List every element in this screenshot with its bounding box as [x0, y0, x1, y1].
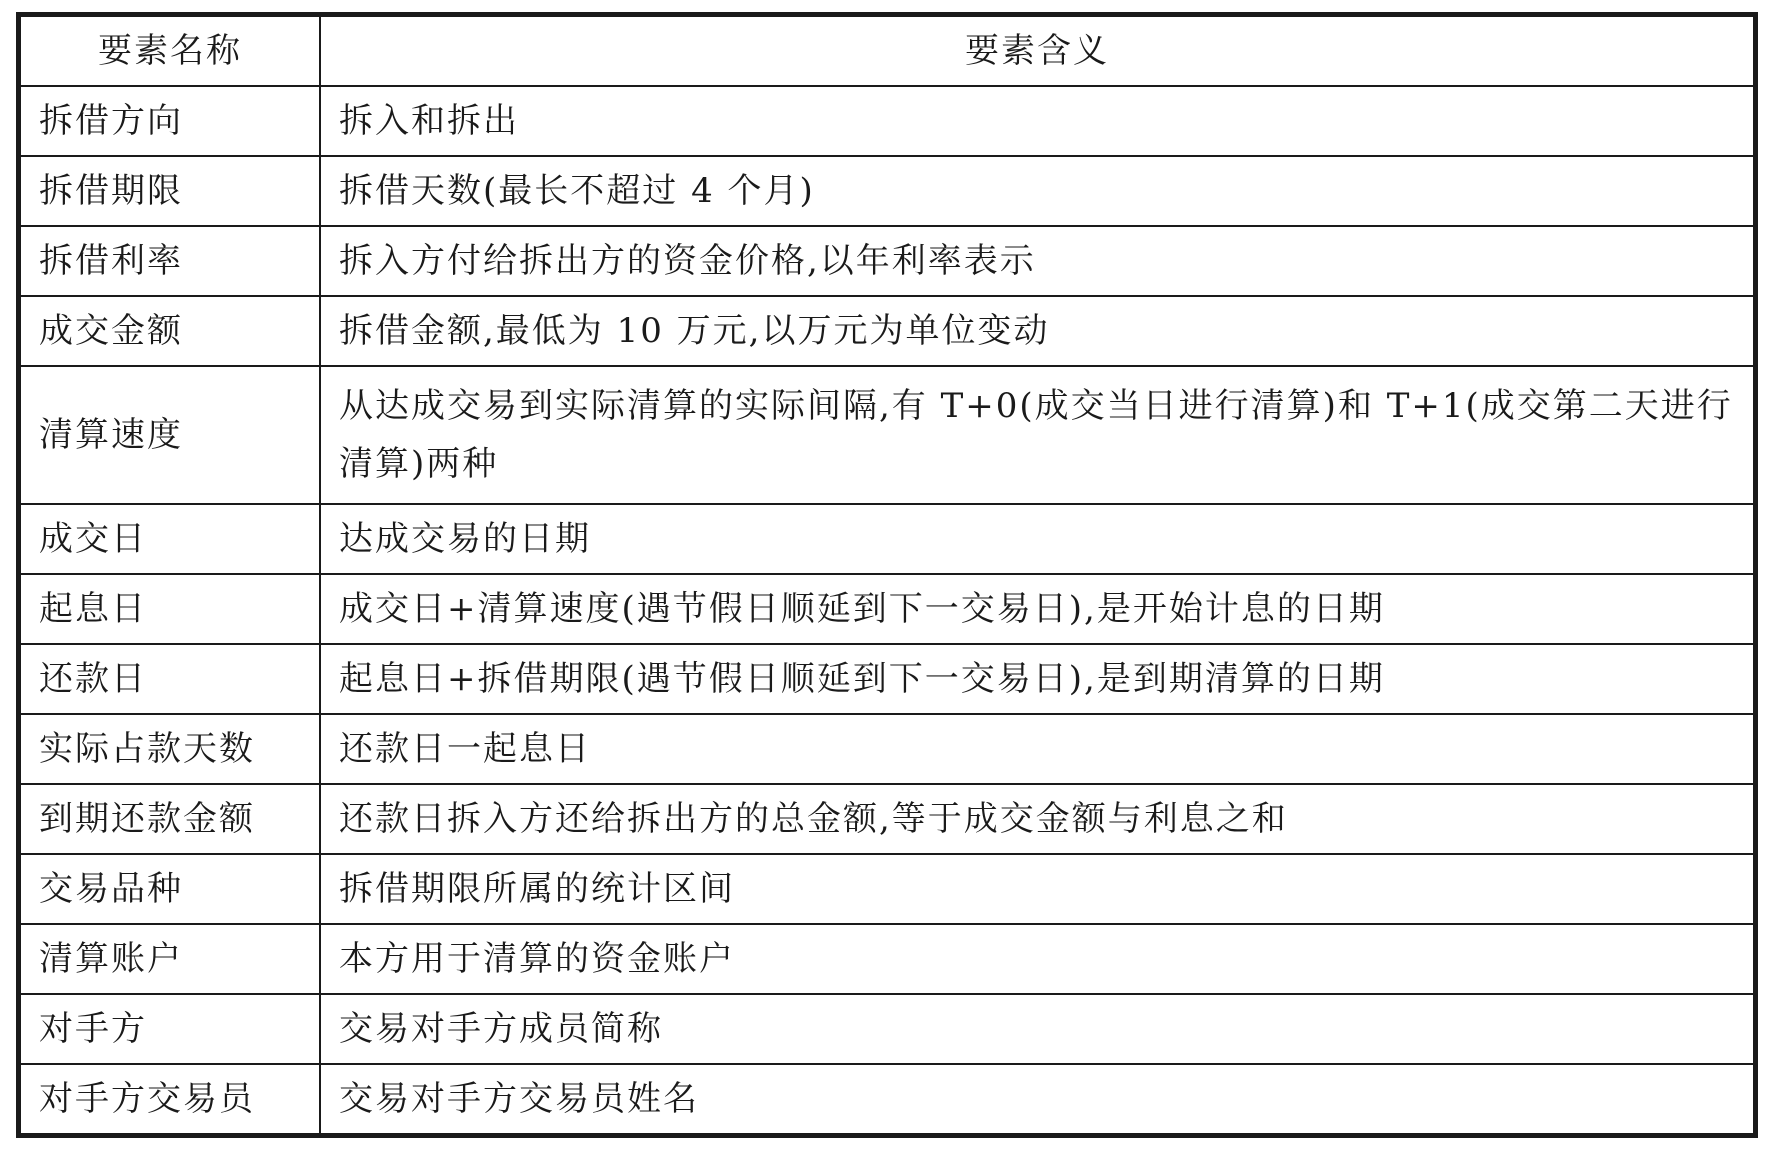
- element-name: 对手方交易员: [20, 1064, 320, 1134]
- element-name: 拆借期限: [20, 156, 320, 226]
- table-row: [20, 784, 1754, 854]
- element-name: 拆借方向: [20, 86, 320, 156]
- element-meaning: 拆借金额,最低为 10 万元,以万元为单位变动: [320, 296, 1754, 366]
- element-meaning: 起息日+拆借期限(遇节假日顺延到下一交易日),是到期清算的日期: [320, 644, 1754, 714]
- table-row: [20, 574, 1754, 644]
- element-meaning: 还款日一起息日: [320, 714, 1754, 784]
- element-meaning: 交易对手方成员简称: [320, 994, 1754, 1064]
- table-row: [20, 504, 1754, 574]
- table-row: [20, 924, 1754, 994]
- element-meaning: 拆入方付给拆出方的资金价格,以年利率表示: [320, 226, 1754, 296]
- element-name: 清算速度: [20, 366, 320, 504]
- element-meaning: 还款日拆入方还给拆出方的总金额,等于成交金额与利息之和: [320, 784, 1754, 854]
- table-row: [20, 994, 1754, 1064]
- table-row: [20, 366, 1754, 504]
- element-name: 对手方: [20, 994, 320, 1064]
- elements-table: [19, 15, 1755, 1135]
- element-meaning: 成交日+清算速度(遇节假日顺延到下一交易日),是开始计息的日期: [320, 574, 1754, 644]
- header-row: [20, 16, 1754, 86]
- element-name: 还款日: [20, 644, 320, 714]
- elements-table-container: [16, 12, 1758, 1138]
- table-row: [20, 156, 1754, 226]
- element-meaning: 从达成交易到实际清算的实际间隔,有 T+0(成交当日进行清算)和 T+1(成交第二天进行清算)两种: [320, 366, 1754, 504]
- element-name: 清算账户: [20, 924, 320, 994]
- element-meaning: 交易对手方交易员姓名: [320, 1064, 1754, 1134]
- element-meaning: 达成交易的日期: [320, 504, 1754, 574]
- element-meaning: 拆借天数(最长不超过 4 个月): [320, 156, 1754, 226]
- header-element-meaning: 要素含义: [320, 16, 1754, 86]
- element-name: 交易品种: [20, 854, 320, 924]
- element-name: 成交日: [20, 504, 320, 574]
- element-name: 拆借利率: [20, 226, 320, 296]
- table-row: [20, 854, 1754, 924]
- element-meaning: 拆借期限所属的统计区间: [320, 854, 1754, 924]
- element-name: 实际占款天数: [20, 714, 320, 784]
- element-meaning: 本方用于清算的资金账户: [320, 924, 1754, 994]
- header-element-name: 要素名称: [20, 16, 320, 86]
- table-row: [20, 644, 1754, 714]
- element-name: 成交金额: [20, 296, 320, 366]
- element-name: 到期还款金额: [20, 784, 320, 854]
- table-row: [20, 86, 1754, 156]
- table-row: [20, 714, 1754, 784]
- table-row: [20, 226, 1754, 296]
- element-meaning: 拆入和拆出: [320, 86, 1754, 156]
- element-name: 起息日: [20, 574, 320, 644]
- table-row: [20, 1064, 1754, 1134]
- table-row: [20, 296, 1754, 366]
